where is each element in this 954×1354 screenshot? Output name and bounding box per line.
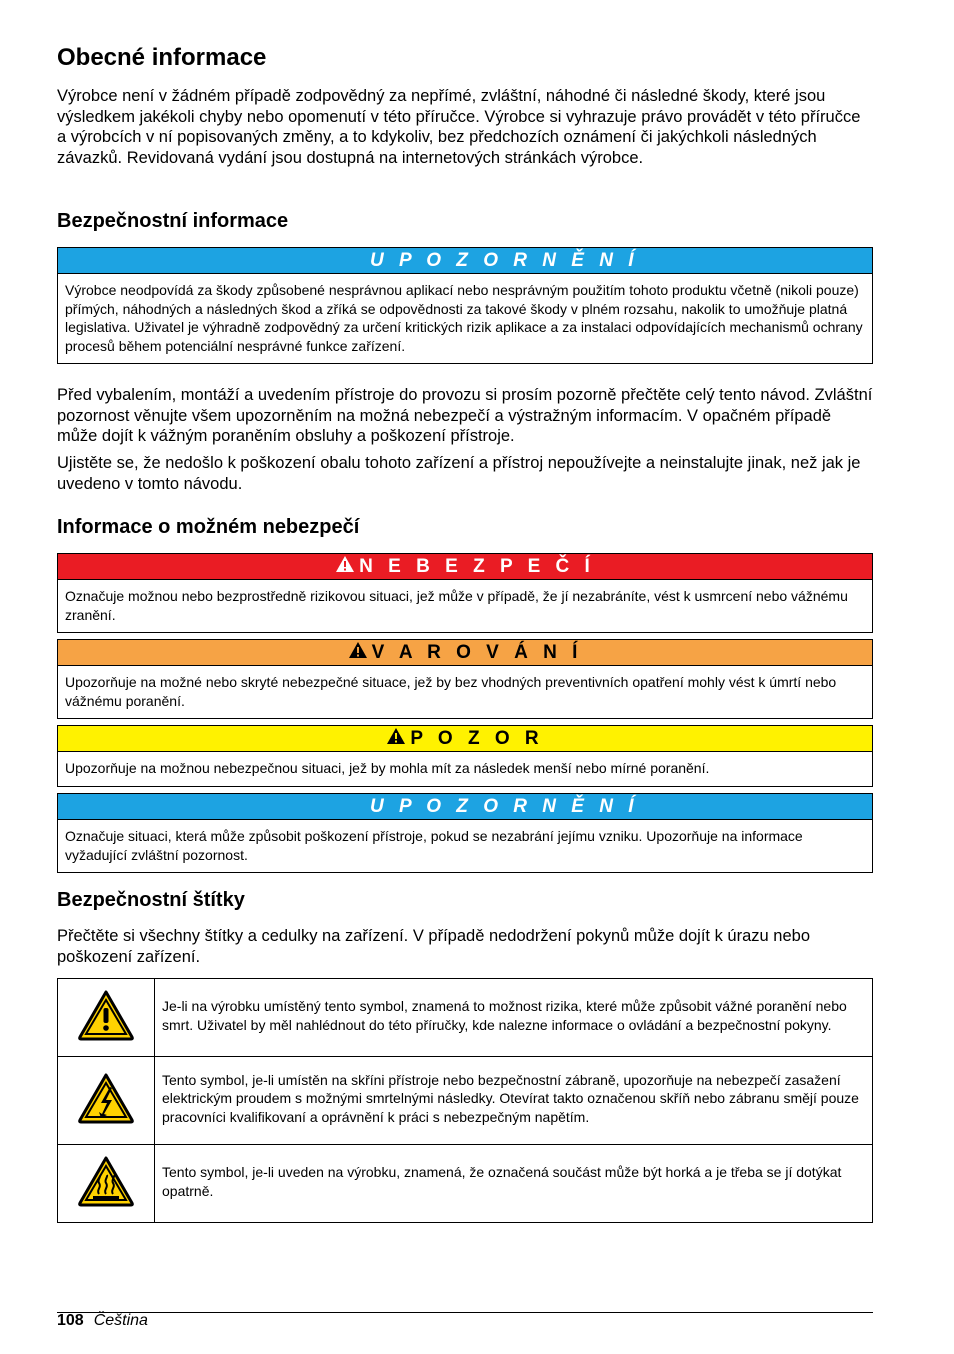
- notice-box-hazard: [57, 793, 873, 873]
- section-title-general: Obecné informace: [57, 44, 267, 71]
- notice-header: [58, 794, 872, 820]
- section-title-hazard: Informace o možném nebezpečí: [57, 516, 360, 538]
- notice-box-safety: [57, 247, 873, 364]
- safety-labels-table: [57, 978, 873, 1223]
- table-row: [58, 1145, 873, 1223]
- footer-rule: [57, 1312, 873, 1313]
- notice-label: U P O Z O R N Ě N Í: [370, 249, 639, 271]
- safety-paragraph-2: Ujistěte se, že nedošlo k poškození obalu tohoto zařízení a přístroj nepoužívejte a neinstalujte jinak, než jak je uvedeno v tomto návodu.: [57, 454, 861, 493]
- caution-label: P O Z O R: [410, 727, 544, 749]
- warning-box: [57, 639, 873, 719]
- hot-surface-icon: [77, 1194, 135, 1210]
- symbol-cell: [58, 979, 155, 1057]
- danger-text: Označuje možnou nebo bezprostředně rizikovou situaci, jež může v případě, že jí nezabráníte, vést k usmrcení nebo vážnému zranění.: [65, 588, 848, 623]
- danger-warning-icon: [335, 555, 355, 579]
- general-text: Výrobce není v žádném případě zodpovědný za nepřímé, zvláštní, náhodné či následné škody, které jsou výsledkem jakékoli chyby nebo opomenutí v této příručce. Výrobce si vyhrazuje právo provádět v této příručce a výrobcích v ní popisovaných změny, a to kdykoliv, bez předchozích oznámení či jakýchkoli následných závazků. Revidovaná vydání jsou dostupná na internetových stránkách výrobce.: [57, 87, 861, 167]
- danger-label: N E B E Z P E Č Í: [359, 555, 595, 577]
- notice-text: Výrobce neodpovídá za škody způsobené nesprávnou aplikací nebo nesprávným použitím tohoto produktu včetně (nikoli pouze) přímých, náhodných a následných škod a zříká se odpovědnosti za takové škody v plném rozsahu, nakolik to umožňuje platná legislativa. Uživatel je výhradně zodpovědný za určení kritických rizik aplikace a za instalaci odpovídajících mechanismů ochrany procesů během potenciální nesprávné funkce zařízení.: [65, 282, 863, 354]
- page-number: 108: [57, 1312, 84, 1329]
- warning-header: [58, 640, 872, 666]
- notice-header: [58, 248, 872, 274]
- caution-warning-icon: [386, 727, 406, 751]
- caution-text: Upozorňuje na možnou nebezpečnou situaci, jež by mohla mít za následek menší nebo mírné poranění.: [65, 760, 710, 776]
- warning-label: V A R O V Á N Í: [371, 641, 583, 663]
- warning-triangle-icon: [77, 1028, 135, 1044]
- symbol-description: Tento symbol, je-li umístěn na skříni přístroje nebo bezpečnostní zábraně, upozorňuje na nebezpečí zasažení elektrickým proudem s možnými smrtelnými následky. Otevírat takto označenou skříň nebo zábranu smějí pouze pracovníci kvalifikovaní a oprávnění k práci s nebezpečným napětím.: [155, 1057, 873, 1145]
- caution-header: [58, 726, 872, 752]
- notice-text: Označuje situaci, která může způsobit poškození přístroje, pokud se nezabrání jejímu vzniku. Upozorňuje na informace vyžadující zvláštní pozornost.: [65, 828, 803, 863]
- symbol-description: Je-li na výrobku umístěný tento symbol, znamená to možnost rizika, které může způsobit vážné poranění nebo smrt. Uživatel by měl nahlédnout do této příručky, kde nalezne informace o ovládání a bezpečnostní pokyny.: [155, 979, 873, 1057]
- table-row: [58, 1057, 873, 1145]
- notice-label: U P O Z O R N Ě N Í: [370, 795, 639, 817]
- electric-shock-icon: [77, 1111, 135, 1127]
- footer-language: Čeština: [93, 1312, 148, 1329]
- section-title-labels: Bezpečnostní štítky: [57, 889, 245, 911]
- symbol-cell: [58, 1145, 155, 1223]
- danger-header: [58, 554, 872, 580]
- section-title-safety: Bezpečnostní informace: [57, 210, 289, 232]
- symbol-description: Tento symbol, je-li uveden na výrobku, znamená, že označená součást může být horká a je třeba se jí dotýkat opatrně.: [155, 1145, 873, 1223]
- symbol-cell: [58, 1057, 155, 1145]
- labels-text: Přečtěte si všechny štítky a cedulky na zařízení. V případě nedodržení pokynů může dojít k úrazu nebo poškození zařízení.: [57, 927, 810, 966]
- danger-box: [57, 553, 873, 633]
- table-row: [58, 979, 873, 1057]
- warning-text: Upozorňuje na možné nebo skryté nebezpečné situace, jež by bez vhodných preventivních opatření mohly vést k úmrtí nebo vážnému poranění.: [65, 674, 837, 709]
- footer: [57, 1312, 148, 1330]
- safety-paragraph-1: Před vybalením, montáží a uvedením přístroje do provozu si prosím pozorně přečtěte celý tento návod. Zvláštní pozornost věnujte všem upozorněním na možná nebezpečí a výstražným informacím. V opačném případě může dojít k vážným poraněním obsluhy a poškození přístroje.: [57, 386, 873, 445]
- warning-warning-icon: [348, 641, 368, 665]
- caution-box: [57, 725, 873, 787]
